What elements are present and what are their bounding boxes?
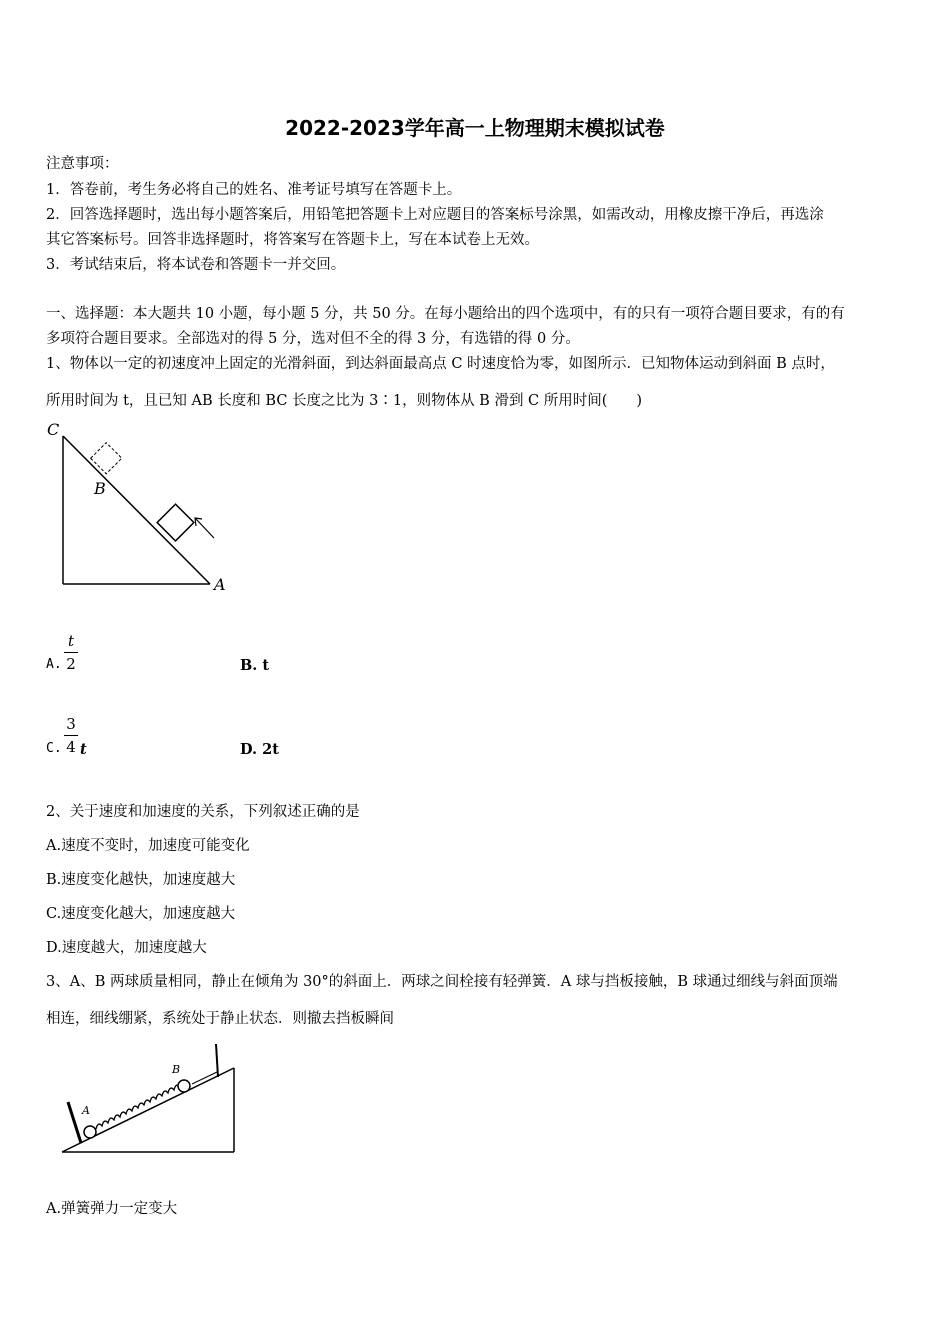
label-b: B xyxy=(94,479,106,498)
label-c: C xyxy=(47,420,60,439)
fraction-denominator: 4 xyxy=(66,738,76,756)
fraction-denominator: 2 xyxy=(66,655,76,673)
ball-a xyxy=(84,1126,96,1138)
notice-item: 1．答卷前，考生务必将自己的姓名、准考证号填写在答题卡上。 xyxy=(46,182,462,198)
q1-option-c-fraction xyxy=(64,715,78,756)
fraction-numerator: 3 xyxy=(66,715,76,733)
q2-option-c: C.速度变化越大，加速度越大 xyxy=(46,906,236,922)
q2-option-a: A.速度不变时，加速度可能变化 xyxy=(46,838,250,854)
spring-incline-figure xyxy=(44,1040,240,1162)
ball-b xyxy=(178,1080,190,1092)
fraction-bar xyxy=(64,652,78,653)
notice-item: 3．考试结束后，将本试卷和答题卡一并交回。 xyxy=(46,257,346,273)
q1-option-c-label: C. xyxy=(46,741,62,756)
q1-option-c-suffix: t xyxy=(80,741,87,758)
q1-option-a-fraction xyxy=(64,632,78,673)
question-3-stem: 3、A、B 两球质量相同，静止在倾角为 30°的斜面上．两球之间栓接有轻弹簧．A 球与挡板接触，B 球通过细线与斜面顶端 xyxy=(46,974,838,990)
q3-option-a: A.弹簧弹力一定变大 xyxy=(46,1201,178,1217)
section-instructions: 多项符合题目要求。全部选对的得 5 分，选对但不全的得 3 分，有选错的得 0 分。 xyxy=(46,331,580,347)
spring xyxy=(96,1082,186,1129)
q1-option-b: B. t xyxy=(240,657,270,674)
q1-option-a-label: A. xyxy=(46,657,62,672)
label-b: B xyxy=(172,1063,181,1076)
label-a: A xyxy=(214,575,226,594)
velocity-arrow xyxy=(196,519,214,538)
q1-option-d: D. 2t xyxy=(240,741,279,758)
section-instructions: 一、选择题：本大题共 10 小题，每小题 5 分，共 50 分。在每小题给出的四个选项中，有的只有一项符合题目要求，有的有 xyxy=(46,306,845,322)
question-1-stem: 1、物体以一定的初速度冲上固定的光滑斜面，到达斜面最高点 C 时速度恰为零，如图所示．已知物体运动到斜面 B 点时， xyxy=(46,356,835,372)
notice-item: 其它答案标号。回答非选择题时，将答案写在答题卡上，写在本试卷上无效。 xyxy=(46,232,539,248)
incline-figure xyxy=(44,418,234,598)
fraction-numerator: t xyxy=(67,632,75,650)
q2-option-d: D.速度越大，加速度越大 xyxy=(46,940,207,956)
question-1-stem: 所用时间为 t，且已知 AB 长度和 BC 长度之比为 3∶1，则物体从 B 滑到 C 所用时间( ) xyxy=(46,393,643,409)
fraction-bar xyxy=(64,735,78,736)
notice-item: 2．回答选择题时，选出每小题答案后，用铅笔把答题卡上对应题目的答案标号涂黑，如需改动，用橡皮擦干净后，再选涂 xyxy=(46,207,824,223)
question-3-stem: 相连，细线绷紧，系统处于静止状态．则撤去挡板瞬间 xyxy=(46,1011,394,1027)
page-title: 2022-2023学年高一上物理期末模拟试卷 xyxy=(285,116,665,140)
notice-heading: 注意事项： xyxy=(46,156,119,172)
question-2-stem: 2、关于速度和加速度的关系，下列叙述正确的是 xyxy=(46,804,360,820)
label-a: A xyxy=(82,1104,90,1117)
incline-slope xyxy=(63,436,210,584)
baffle-plate xyxy=(68,1102,81,1143)
q2-option-b: B.速度变化越快，加速度越大 xyxy=(46,872,236,888)
